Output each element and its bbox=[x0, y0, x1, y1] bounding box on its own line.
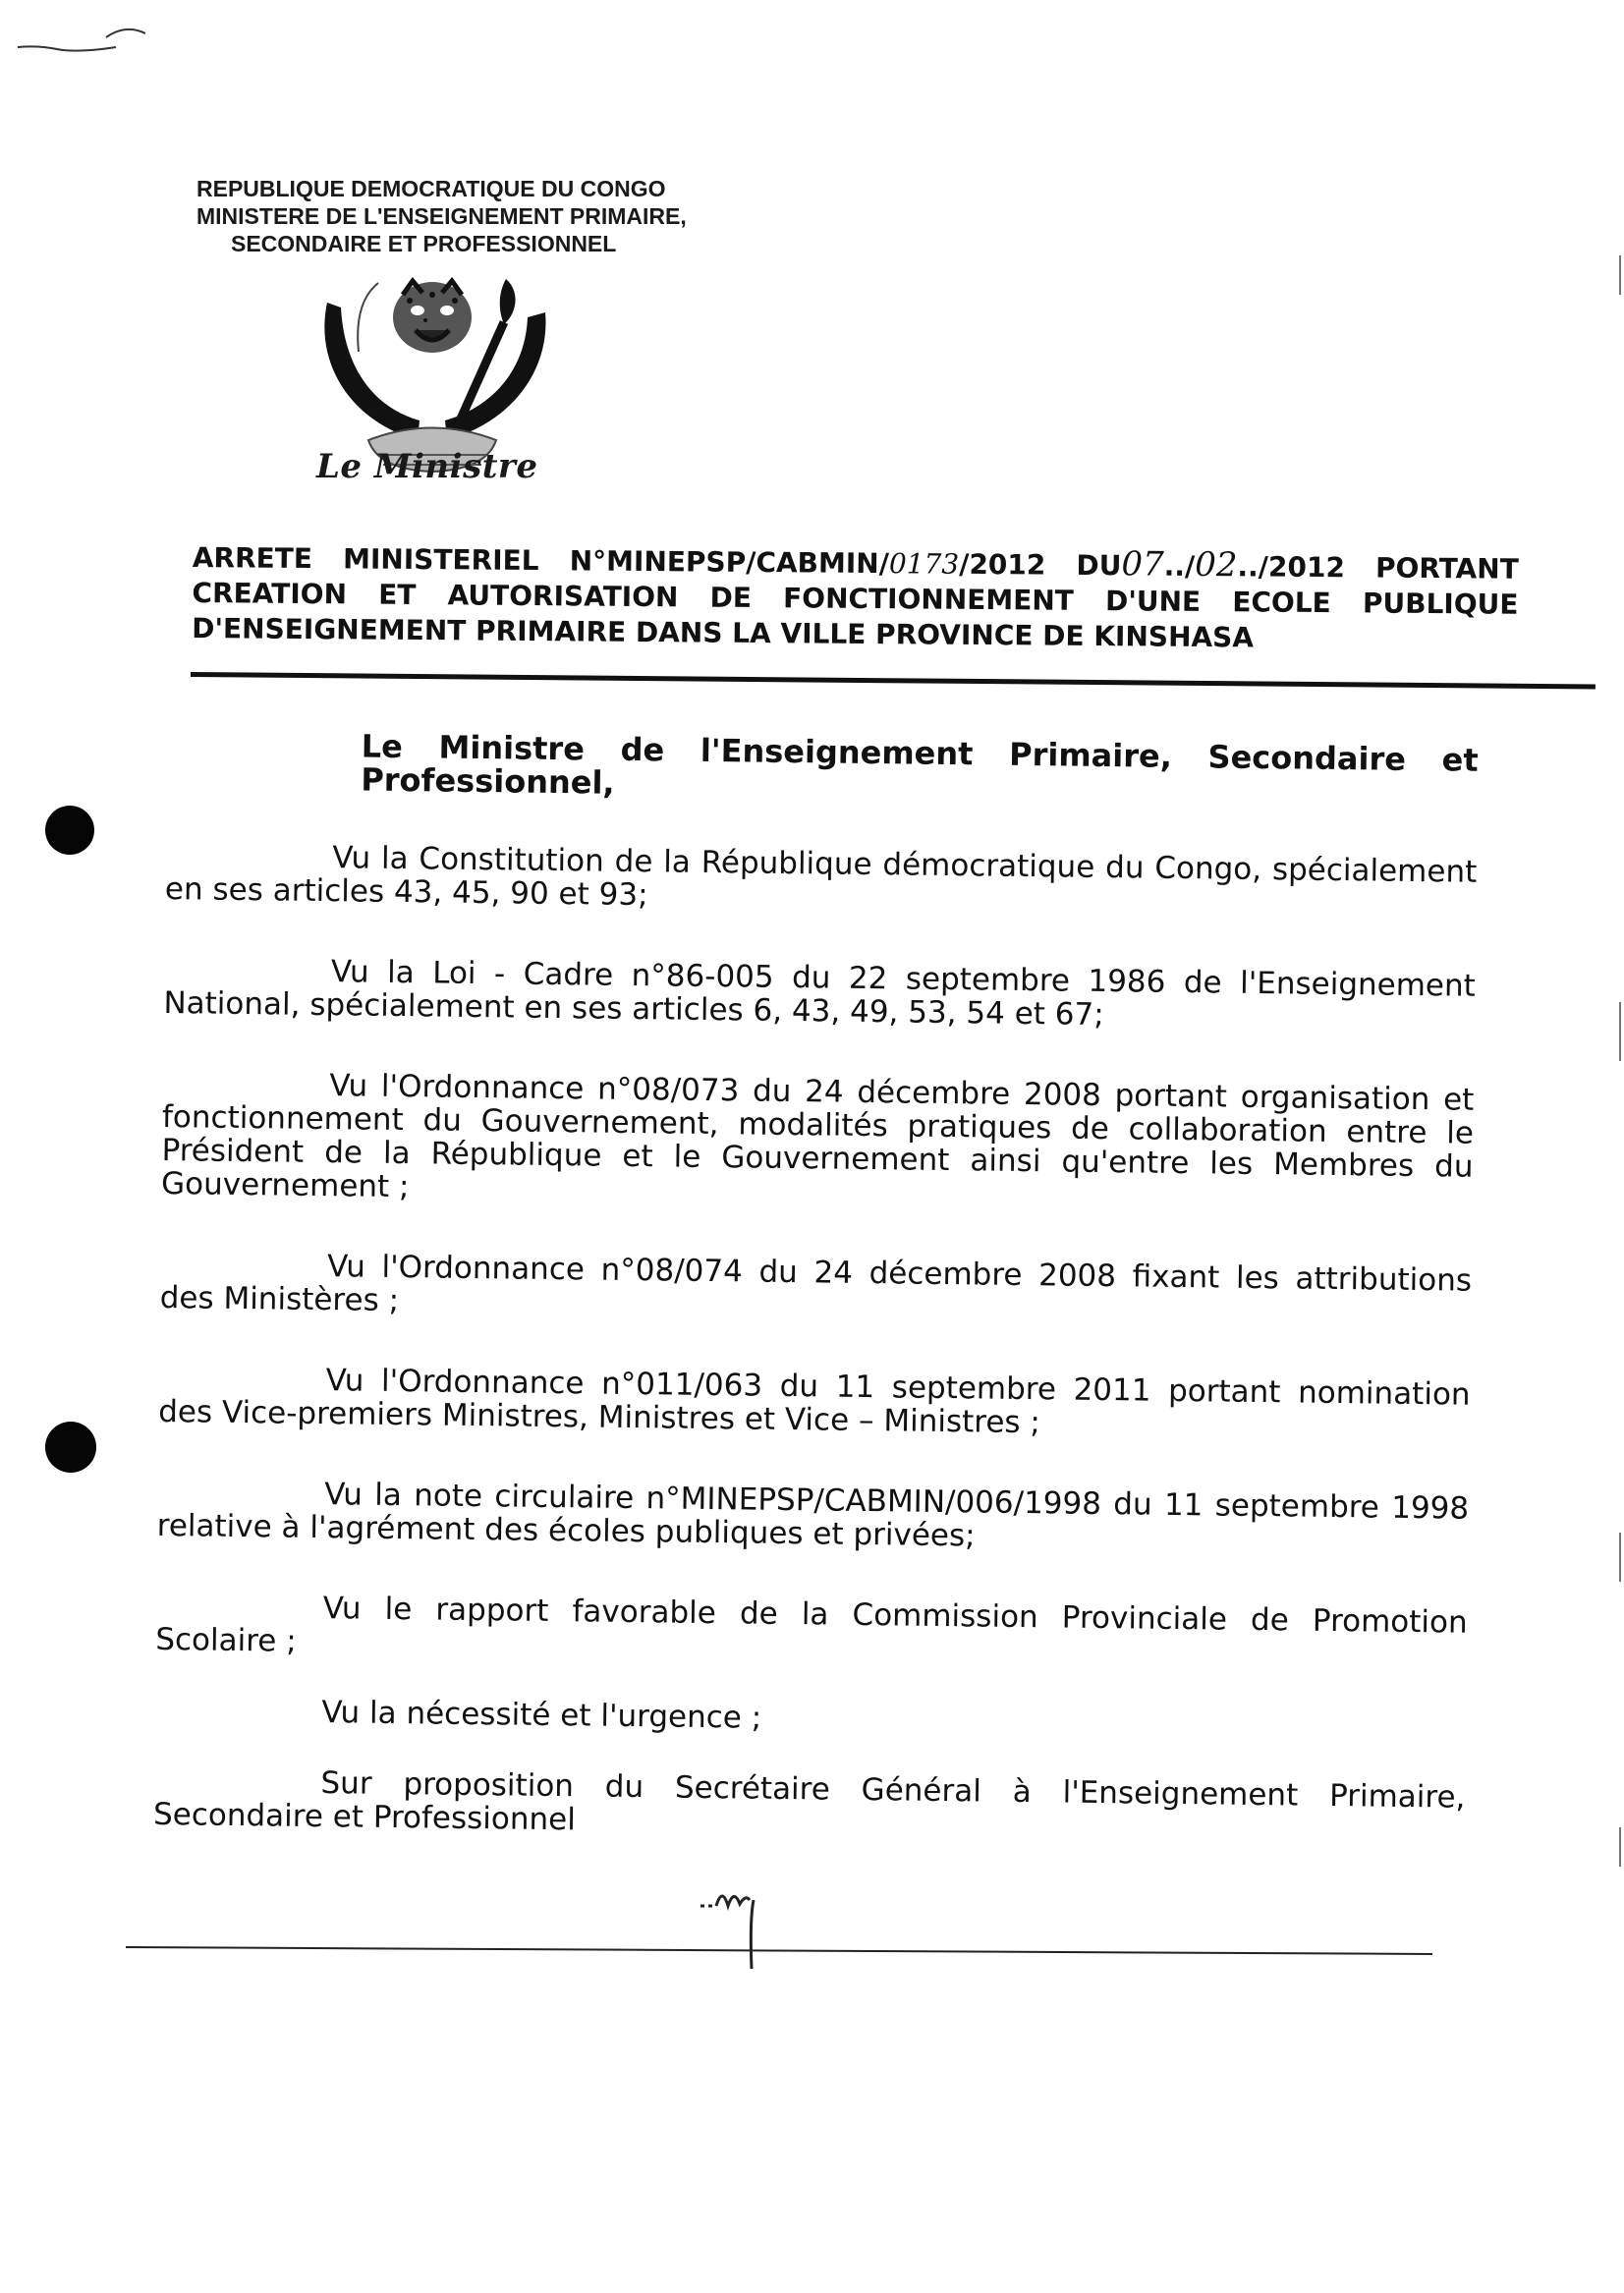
handwritten-initials bbox=[693, 1876, 781, 1975]
paragraph-indent bbox=[159, 1388, 326, 1390]
minister-heading-word: et bbox=[1441, 741, 1479, 779]
decree-number-handwritten: 0173 bbox=[888, 547, 960, 581]
scan-edge-marks bbox=[1616, 0, 1624, 2293]
consideration-text: Vu l'Ordonnance n°011/063 du 11 septembre 2011 portant nomination des Vice-premiers Ministres, Ministres et Vice – Ministres ; bbox=[158, 1363, 1471, 1441]
scan-artifact-scribble bbox=[8, 20, 165, 59]
considerations-list bbox=[153, 839, 1478, 1848]
minister-heading-word: Ministre bbox=[438, 728, 586, 768]
consideration-text: Vu le rapport favorable de la Commission Provinciale de Promotion Scolaire ; bbox=[155, 1591, 1468, 1659]
decree-body bbox=[153, 727, 1479, 1848]
letterhead-ministry: MINISTERE DE L'ENSEIGNEMENT PRIMAIRE, bbox=[196, 203, 687, 229]
title-underline-rule bbox=[191, 672, 1596, 689]
decree-title-year: /2012 DU bbox=[959, 547, 1122, 583]
decree-title-line-3: D'ENSEIGNEMENT PRIMAIRE DANS LA VILLE PROVINCE DE KINSHASA bbox=[192, 611, 1255, 654]
consideration-text: Vu la Loi - Cadre n°86-005 du 22 septembre 1986 de l'Enseignement National, spécialement en ses articles 6, 43, 49, 53, 54 et 67; bbox=[163, 954, 1477, 1034]
decree-date-separator: ../ bbox=[1163, 549, 1196, 583]
consideration-text: Sur proposition du Secrétaire Général à l'Enseignement Primaire, Secondaire et Professionnel bbox=[152, 1765, 1466, 1838]
minister-heading-word: Le bbox=[361, 727, 404, 766]
decree-month-handwritten: 02 bbox=[1195, 544, 1238, 586]
minister-heading-word: de bbox=[620, 730, 665, 769]
letterhead-ministry-cont: SECONDAIRE ET PROFESSIONNEL bbox=[231, 231, 617, 256]
punch-hole-icon bbox=[45, 1422, 96, 1473]
decree-title-line-2: CREATION ET AUTORISATION DE FONCTIONNEMENT D'UNE ECOLE PUBLIQUE bbox=[192, 576, 1519, 621]
decree-title-prefix: ARRETE MINISTERIEL N°MINEPSP/CABMIN/ bbox=[192, 540, 890, 581]
consideration-text: Vu l'Ordonnance n°08/073 du 24 décembre 2008 portant organisation et fonctionnement du Gouvernement, modalités pratiques de collaboration entre le Président de la République et le Gouvernement ainsi qu'entre les Membres du Gouvernement ; bbox=[160, 1068, 1475, 1205]
consideration-text: Vu l'Ordonnance n°08/074 du 24 décembre 2008 fixant les attributions des Ministères ; bbox=[159, 1249, 1473, 1319]
letterhead-country: REPUBLIQUE DEMOCRATIQUE DU CONGO bbox=[196, 176, 666, 201]
consideration-text: Vu la note circulaire n°MINEPSP/CABMIN/006/1998 du 11 septembre 1998 relative à l'agrément des écoles publiques et privées; bbox=[156, 1477, 1470, 1554]
paragraph-indent bbox=[154, 1720, 321, 1722]
minister-heading-word: Primaire, bbox=[1008, 735, 1173, 775]
punch-hole-icon bbox=[45, 806, 94, 855]
minister-heading-word: l'Enseignement bbox=[700, 731, 974, 773]
consideration-text: Vu la nécessité et l'urgence ; bbox=[321, 1695, 762, 1736]
decree-day-handwritten: 07 bbox=[1121, 544, 1164, 585]
minister-signature-block: Le Ministre bbox=[316, 447, 538, 486]
consideration-paragraph bbox=[161, 1067, 1475, 1217]
decree-title bbox=[192, 538, 1519, 658]
minister-heading-line-2: Professionnel, bbox=[361, 760, 615, 802]
paragraph-indent bbox=[153, 1791, 320, 1793]
paragraph-indent bbox=[160, 1274, 327, 1276]
paragraph-indent bbox=[156, 1616, 323, 1618]
consideration-paragraph bbox=[153, 1764, 1466, 1848]
paragraph-indent bbox=[164, 979, 331, 981]
decree-title-suffix: ../2012 PORTANT bbox=[1237, 550, 1519, 586]
minister-heading bbox=[361, 729, 1479, 810]
consideration-text: Vu la Constitution de la République démocratique du Congo, spécialement en ses articles 43, 45, 90 et 93; bbox=[164, 840, 1478, 914]
paragraph-indent bbox=[157, 1502, 324, 1504]
minister-heading-word: Secondaire bbox=[1207, 738, 1407, 778]
letterhead bbox=[196, 175, 747, 257]
paragraph-indent bbox=[162, 1093, 329, 1095]
paragraph-indent bbox=[165, 866, 332, 867]
